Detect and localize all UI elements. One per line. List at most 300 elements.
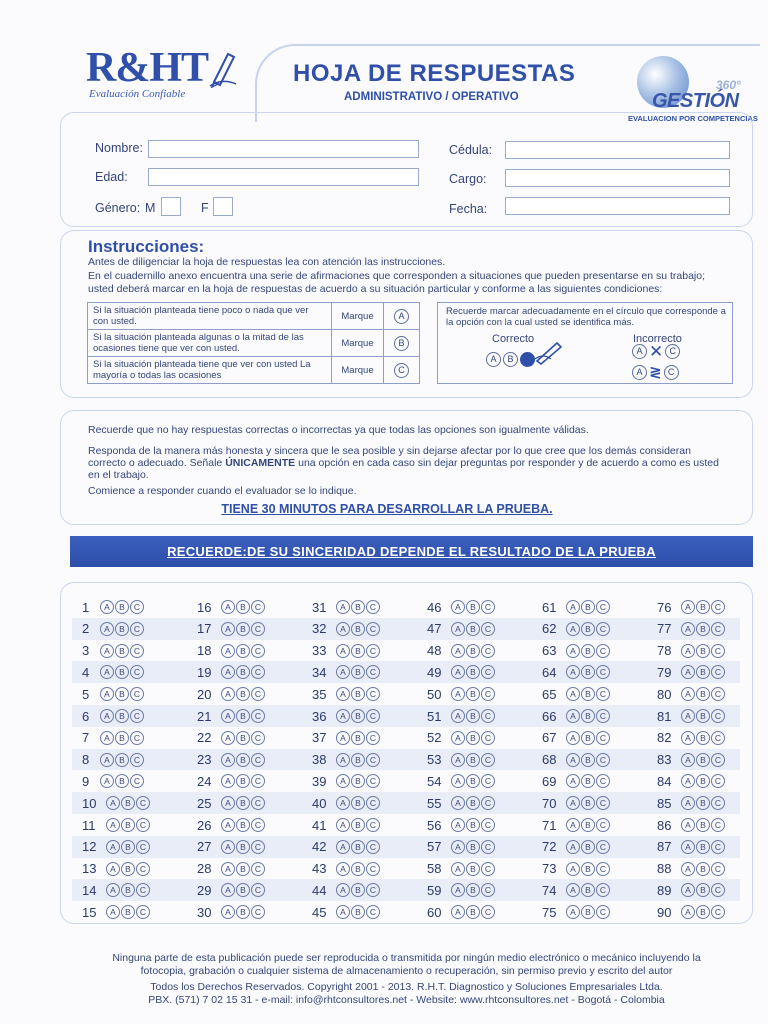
answer-bubble-c[interactable]: C [596,840,610,854]
answer-bubble-c[interactable]: C [130,622,144,636]
answer-bubble-c[interactable]: C [711,883,725,897]
answer-bubble-b[interactable]: B [581,883,595,897]
answer-bubble-a[interactable]: A [336,796,350,810]
answer-bubble-c[interactable]: C [136,883,150,897]
answer-bubble-a[interactable]: A [221,600,235,614]
answer-bubble-a[interactable]: A [566,709,580,723]
answer-bubble-a[interactable]: A [221,796,235,810]
answer-bubble-b[interactable]: B [581,600,595,614]
answer-bubble-b[interactable]: B [696,818,710,832]
answer-bubble-b[interactable]: B [236,687,250,701]
answer-bubble-c[interactable]: C [251,905,265,919]
answer-bubble-b[interactable]: B [581,796,595,810]
answer-bubble-a[interactable]: A [566,665,580,679]
answer-bubble-b[interactable]: B [351,796,365,810]
answer-bubble-c[interactable]: C [251,665,265,679]
answer-bubble-a[interactable]: A [221,862,235,876]
answer-bubble-b[interactable]: B [121,883,135,897]
answer-bubble-c[interactable]: C [481,840,495,854]
answer-bubble-b[interactable]: B [115,600,129,614]
question-number: 72 [542,839,557,855]
answer-bubble-b[interactable]: B [696,774,710,788]
answer-bubble-b[interactable]: B [121,796,135,810]
question-25 [197,793,265,813]
question-5 [82,684,144,704]
answer-bubble-a[interactable]: A [336,840,350,854]
answer-bubble-c[interactable]: C [711,862,725,876]
answer-bubble-a[interactable]: A [451,905,465,919]
answer-bubble-b[interactable]: B [466,818,480,832]
answer-bubble-c[interactable]: C [481,774,495,788]
answer-bubble-b[interactable]: B [115,665,129,679]
answer-bubble-b[interactable]: B [696,600,710,614]
answer-bubble-a[interactable]: A [681,709,695,723]
answer-bubble-a[interactable]: A [106,796,120,810]
answer-bubble-a[interactable]: A [221,731,235,745]
answer-bubble-b[interactable]: B [236,622,250,636]
answer-bubble-a[interactable]: A [100,753,114,767]
answer-bubble-c[interactable]: C [130,753,144,767]
answer-bubble-b[interactable]: B [236,862,250,876]
answer-bubble-a[interactable]: A [681,644,695,658]
edad-field[interactable] [148,168,419,186]
answer-bubble-a[interactable]: A [221,753,235,767]
answer-bubble-b[interactable]: B [696,905,710,919]
answer-bubble-a[interactable]: A [681,753,695,767]
answer-bubble-c[interactable]: C [130,600,144,614]
answer-bubble-a[interactable]: A [681,818,695,832]
answer-bubble-a[interactable]: A [221,818,235,832]
answer-bubble-c[interactable]: C [596,883,610,897]
answer-bubble-c[interactable]: C [366,709,380,723]
answer-bubble-c[interactable]: C [481,709,495,723]
answer-bubble-b[interactable]: B [236,840,250,854]
answer-bubble-a[interactable]: A [336,774,350,788]
answer-bubble-c[interactable]: C [366,753,380,767]
answer-bubble-c[interactable]: C [251,644,265,658]
answer-bubble-a[interactable]: A [221,709,235,723]
question-89 [657,880,725,900]
answer-bubble-b[interactable]: B [236,731,250,745]
answer-bubble-a[interactable]: A [100,731,114,745]
answer-bubble-c[interactable]: C [596,862,610,876]
answer-bubble-b[interactable]: B [696,709,710,723]
answer-bubble-c[interactable]: C [711,905,725,919]
answer-bubble-b[interactable]: B [581,644,595,658]
question-number: 20 [197,686,212,702]
answer-bubble-a[interactable]: A [566,731,580,745]
answer-bubble-a[interactable]: A [100,774,114,788]
answer-bubble-c[interactable]: C [251,687,265,701]
answer-bubble-c[interactable]: C [711,796,725,810]
answer-bubble-c[interactable]: C [251,862,265,876]
answer-bubble-a[interactable]: A [100,622,114,636]
answer-bubble-b[interactable]: B [696,665,710,679]
answer-bubble-b[interactable]: B [696,731,710,745]
answer-bubble-b[interactable]: B [351,600,365,614]
answer-bubble-a[interactable]: A [566,796,580,810]
answer-bubble-b[interactable]: B [581,622,595,636]
answer-bubble-a[interactable]: A [681,840,695,854]
answer-bubble-c[interactable]: C [366,818,380,832]
answer-bubble-a[interactable]: A [100,709,114,723]
answer-bubble-a[interactable]: A [681,905,695,919]
answer-bubble-c[interactable]: C [136,840,150,854]
grid-row-stripe [72,879,740,901]
answer-bubble-a[interactable]: A [566,687,580,701]
answer-bubble-a[interactable]: A [566,862,580,876]
answer-bubble-a[interactable]: A [221,687,235,701]
answer-bubble-c[interactable]: C [711,644,725,658]
answer-bubble-b[interactable]: B [466,883,480,897]
answer-bubble-c[interactable]: C [481,600,495,614]
answer-bubble-b[interactable]: B [236,883,250,897]
answer-bubble-c[interactable]: C [366,665,380,679]
answer-bubble-a[interactable]: A [106,840,120,854]
answer-options [451,774,495,788]
answer-bubble-a[interactable]: A [221,644,235,658]
answer-bubble-b[interactable]: B [351,774,365,788]
answer-bubble-a[interactable]: A [566,774,580,788]
answer-bubble-b[interactable]: B [696,796,710,810]
answer-bubble-c[interactable]: C [251,883,265,897]
answer-bubble-a[interactable]: A [100,665,114,679]
fecha-field[interactable] [505,197,730,215]
answer-bubble-a[interactable]: A [451,796,465,810]
answer-bubble-b[interactable]: B [466,840,480,854]
answer-bubble-b[interactable]: B [115,753,129,767]
answer-bubble-b[interactable]: B [696,644,710,658]
answer-bubble-b[interactable]: B [351,731,365,745]
answer-bubble-a[interactable]: A [336,644,350,658]
answer-bubble-c[interactable]: C [596,905,610,919]
answer-bubble-c[interactable]: C [130,644,144,658]
answer-bubble-b[interactable]: B [115,622,129,636]
answer-bubble-b[interactable]: B [351,644,365,658]
answer-bubble-b[interactable]: B [466,600,480,614]
answer-bubble-a[interactable]: A [451,818,465,832]
answer-bubble-b[interactable]: B [466,665,480,679]
answer-bubble-b[interactable]: B [115,644,129,658]
answer-bubble-a[interactable]: A [566,883,580,897]
answer-bubble-b[interactable]: B [115,774,129,788]
answer-bubble-b[interactable]: B [121,862,135,876]
answer-bubble-b[interactable]: B [581,687,595,701]
answer-bubble-c[interactable]: C [481,687,495,701]
answer-bubble-a[interactable]: A [336,709,350,723]
answer-bubble-a[interactable]: A [451,862,465,876]
answer-bubble-a[interactable]: A [221,905,235,919]
answer-bubble-c[interactable]: C [481,905,495,919]
answer-bubble-c[interactable]: C [130,709,144,723]
answer-bubble-b[interactable]: B [581,731,595,745]
answer-bubble-c[interactable]: C [130,731,144,745]
answer-bubble-b[interactable]: B [581,818,595,832]
answer-bubble-a[interactable]: A [336,753,350,767]
answer-bubble-b[interactable]: B [236,709,250,723]
answer-bubble-a[interactable]: A [451,622,465,636]
answer-bubble-b[interactable]: B [466,644,480,658]
answer-bubble-c[interactable]: C [481,622,495,636]
answer-bubble-a[interactable]: A [221,883,235,897]
answer-bubble-b[interactable]: B [115,709,129,723]
grid-row-stripe [72,618,740,640]
question-number: 1 [82,599,90,615]
answer-bubble-c[interactable]: C [251,622,265,636]
answer-bubble-b[interactable]: B [115,687,129,701]
answer-bubble-c[interactable]: C [711,665,725,679]
grid-row-stripe [72,661,740,683]
answer-bubble-c[interactable]: C [136,905,150,919]
answer-bubble-c[interactable]: C [481,753,495,767]
answer-bubble-a[interactable]: A [221,774,235,788]
answer-bubble-c[interactable]: C [136,818,150,832]
answer-bubble-a[interactable]: A [106,862,120,876]
answer-bubble-c[interactable]: C [251,818,265,832]
answer-bubble-c[interactable]: C [481,796,495,810]
answer-bubble-c[interactable]: C [711,622,725,636]
answer-bubble-b[interactable]: B [466,774,480,788]
answer-bubble-a[interactable]: A [336,665,350,679]
answer-bubble-c[interactable]: C [366,774,380,788]
answer-bubble-a[interactable]: A [336,818,350,832]
nombre-field[interactable] [148,140,419,158]
answer-bubble-b[interactable]: B [351,622,365,636]
answer-bubble-a[interactable]: A [221,665,235,679]
answer-bubble-c[interactable]: C [711,774,725,788]
answer-bubble-c[interactable]: C [366,622,380,636]
banner-text: RECUERDE:DE SU SINCERIDAD DEPENDE EL RESULTADO DE LA PRUEBA [167,544,656,559]
answer-bubble-c[interactable]: C [366,644,380,658]
answer-bubble-a[interactable]: A [566,840,580,854]
answer-bubble-a[interactable]: A [681,622,695,636]
answer-bubble-b[interactable]: B [696,687,710,701]
pen-icon [208,48,238,88]
answer-bubble-a[interactable]: A [451,644,465,658]
answer-bubble-b[interactable]: B [351,840,365,854]
answer-bubble-a[interactable]: A [221,840,235,854]
cargo-field[interactable] [505,169,730,187]
answer-bubble-b[interactable]: B [466,709,480,723]
answer-bubble-c[interactable]: C [366,687,380,701]
answer-bubble-b[interactable]: B [581,709,595,723]
sincerity-banner [70,536,753,567]
answer-bubble-c[interactable]: C [130,665,144,679]
genero-f-box[interactable] [213,197,233,216]
answer-bubble-b[interactable]: B [581,840,595,854]
answer-bubble-a[interactable]: A [100,644,114,658]
answer-bubble-c[interactable]: C [596,644,610,658]
answer-bubble-b[interactable]: B [115,731,129,745]
answer-bubble-a[interactable]: A [100,600,114,614]
answer-bubble-c[interactable]: C [251,796,265,810]
answer-bubble-b[interactable]: B [351,709,365,723]
answer-bubble-a[interactable]: A [336,622,350,636]
answer-bubble-c[interactable]: C [481,818,495,832]
answer-bubble-c[interactable]: C [711,687,725,701]
answer-bubble-b[interactable]: B [121,840,135,854]
answer-bubble-a[interactable]: A [451,687,465,701]
answer-bubble-c[interactable]: C [596,731,610,745]
answer-bubble-b[interactable]: B [696,622,710,636]
answer-bubble-a[interactable]: A [681,687,695,701]
answer-bubble-c[interactable]: C [481,883,495,897]
answer-bubble-b[interactable]: B [466,622,480,636]
answer-bubble-b[interactable]: B [351,753,365,767]
answer-bubble-b[interactable]: B [351,883,365,897]
answer-bubble-c[interactable]: C [366,796,380,810]
answer-bubble-b[interactable]: B [581,905,595,919]
answer-bubble-b[interactable]: B [236,753,250,767]
answer-bubble-a[interactable]: A [106,905,120,919]
answer-bubble-a[interactable]: A [106,818,120,832]
answer-bubble-b[interactable]: B [696,753,710,767]
answer-options [681,687,725,701]
answer-bubble-a[interactable]: A [451,774,465,788]
answer-bubble-c[interactable]: C [366,600,380,614]
answer-bubble-c[interactable]: C [366,840,380,854]
answer-bubble-b[interactable]: B [466,905,480,919]
answer-bubble-b[interactable]: B [466,862,480,876]
answer-bubble-b[interactable]: B [236,665,250,679]
answer-bubble-a[interactable]: A [681,862,695,876]
answer-bubble-a[interactable]: A [451,731,465,745]
answer-bubble-c[interactable]: C [711,753,725,767]
answer-bubble-c[interactable]: C [251,600,265,614]
answer-bubble-c[interactable]: C [711,731,725,745]
genero-m-box[interactable] [161,197,181,216]
answer-bubble-c[interactable]: C [711,709,725,723]
answer-bubble-a[interactable]: A [566,905,580,919]
answer-bubble-b[interactable]: B [121,905,135,919]
answer-bubble-c[interactable]: C [711,840,725,854]
answer-bubble-c[interactable]: C [366,862,380,876]
answer-bubble-a[interactable]: A [336,862,350,876]
answer-bubble-c[interactable]: C [366,731,380,745]
answer-bubble-a[interactable]: A [451,883,465,897]
answer-bubble-c[interactable]: C [130,687,144,701]
answer-bubble-c[interactable]: C [596,687,610,701]
answer-bubble-c[interactable]: C [481,644,495,658]
answer-bubble-b[interactable]: B [581,862,595,876]
answer-options [106,905,150,919]
answer-bubble-b[interactable]: B [466,687,480,701]
answer-bubble-c[interactable]: C [596,796,610,810]
answer-bubble-c[interactable]: C [596,665,610,679]
answer-bubble-a[interactable]: A [336,905,350,919]
answer-bubble-a[interactable]: A [336,883,350,897]
answer-bubble-c[interactable]: C [711,600,725,614]
answer-bubble-b[interactable]: B [581,753,595,767]
answer-bubble-a[interactable]: A [566,644,580,658]
answer-bubble-b[interactable]: B [581,774,595,788]
answer-bubble-a[interactable]: A [451,665,465,679]
answer-bubble-b[interactable]: B [696,840,710,854]
answer-bubble-c[interactable]: C [481,731,495,745]
answer-bubble-b[interactable]: B [236,600,250,614]
answer-bubble-c[interactable]: C [251,753,265,767]
answer-bubble-b[interactable]: B [351,818,365,832]
answer-bubble-a[interactable]: A [336,600,350,614]
answer-bubble-c[interactable]: C [251,840,265,854]
answer-bubble-b[interactable]: B [351,862,365,876]
answer-bubble-a[interactable]: A [566,753,580,767]
answer-bubble-c[interactable]: C [366,883,380,897]
answer-bubble-b[interactable]: B [466,796,480,810]
answer-bubble-b[interactable]: B [466,753,480,767]
answer-bubble-b[interactable]: B [581,665,595,679]
answer-bubble-b[interactable]: B [696,883,710,897]
answer-bubble-b[interactable]: B [236,818,250,832]
question-27 [197,837,265,857]
answer-bubble-a[interactable]: A [100,687,114,701]
answer-bubble-a[interactable]: A [336,731,350,745]
answer-bubble-a[interactable]: A [681,796,695,810]
answer-bubble-a[interactable]: A [566,818,580,832]
answer-bubble-b[interactable]: B [351,665,365,679]
answer-bubble-b[interactable]: B [696,862,710,876]
answer-bubble-a[interactable]: A [566,600,580,614]
answer-bubble-c[interactable]: C [596,774,610,788]
answer-bubble-c[interactable]: C [136,796,150,810]
answer-bubble-c[interactable]: C [136,862,150,876]
answer-bubble-c[interactable]: C [481,665,495,679]
question-67 [542,728,610,748]
answer-bubble-a[interactable]: A [221,622,235,636]
question-21 [197,706,265,726]
answer-bubble-a[interactable]: A [681,774,695,788]
answer-bubble-b[interactable]: B [351,687,365,701]
answer-bubble-a[interactable]: A [681,665,695,679]
answer-bubble-a[interactable]: A [681,883,695,897]
answer-bubble-c[interactable]: C [251,709,265,723]
answer-bubble-a[interactable]: A [566,622,580,636]
answer-bubble-c[interactable]: C [596,600,610,614]
answer-bubble-c[interactable]: C [596,622,610,636]
answer-bubble-c[interactable]: C [596,709,610,723]
answer-bubble-c[interactable]: C [366,905,380,919]
cedula-field[interactable] [505,141,730,159]
answer-bubble-c[interactable]: C [711,818,725,832]
question-57 [427,837,495,857]
answer-bubble-c[interactable]: C [596,753,610,767]
answer-bubble-c[interactable]: C [596,818,610,832]
answer-bubble-a[interactable]: A [681,731,695,745]
answer-bubble-b[interactable]: B [236,644,250,658]
answer-bubble-c[interactable]: C [130,774,144,788]
answer-bubble-b[interactable]: B [236,774,250,788]
question-36 [312,706,380,726]
answer-bubble-a[interactable]: A [451,753,465,767]
answer-bubble-b[interactable]: B [351,905,365,919]
answer-bubble-a[interactable]: A [451,840,465,854]
answer-bubble-a[interactable]: A [681,600,695,614]
answer-bubble-c[interactable]: C [251,774,265,788]
question-87 [657,837,725,857]
answer-bubble-c[interactable]: C [251,731,265,745]
answer-bubble-a[interactable]: A [106,883,120,897]
question-4 [82,662,144,682]
answer-bubble-b[interactable]: B [236,796,250,810]
answer-bubble-b[interactable]: B [236,905,250,919]
answer-options [221,731,265,745]
answer-bubble-b[interactable]: B [466,731,480,745]
answer-bubble-a[interactable]: A [451,709,465,723]
answer-bubble-a[interactable]: A [336,687,350,701]
answer-bubble-a[interactable]: A [451,600,465,614]
answer-bubble-b[interactable]: B [121,818,135,832]
answer-bubble-c[interactable]: C [481,862,495,876]
